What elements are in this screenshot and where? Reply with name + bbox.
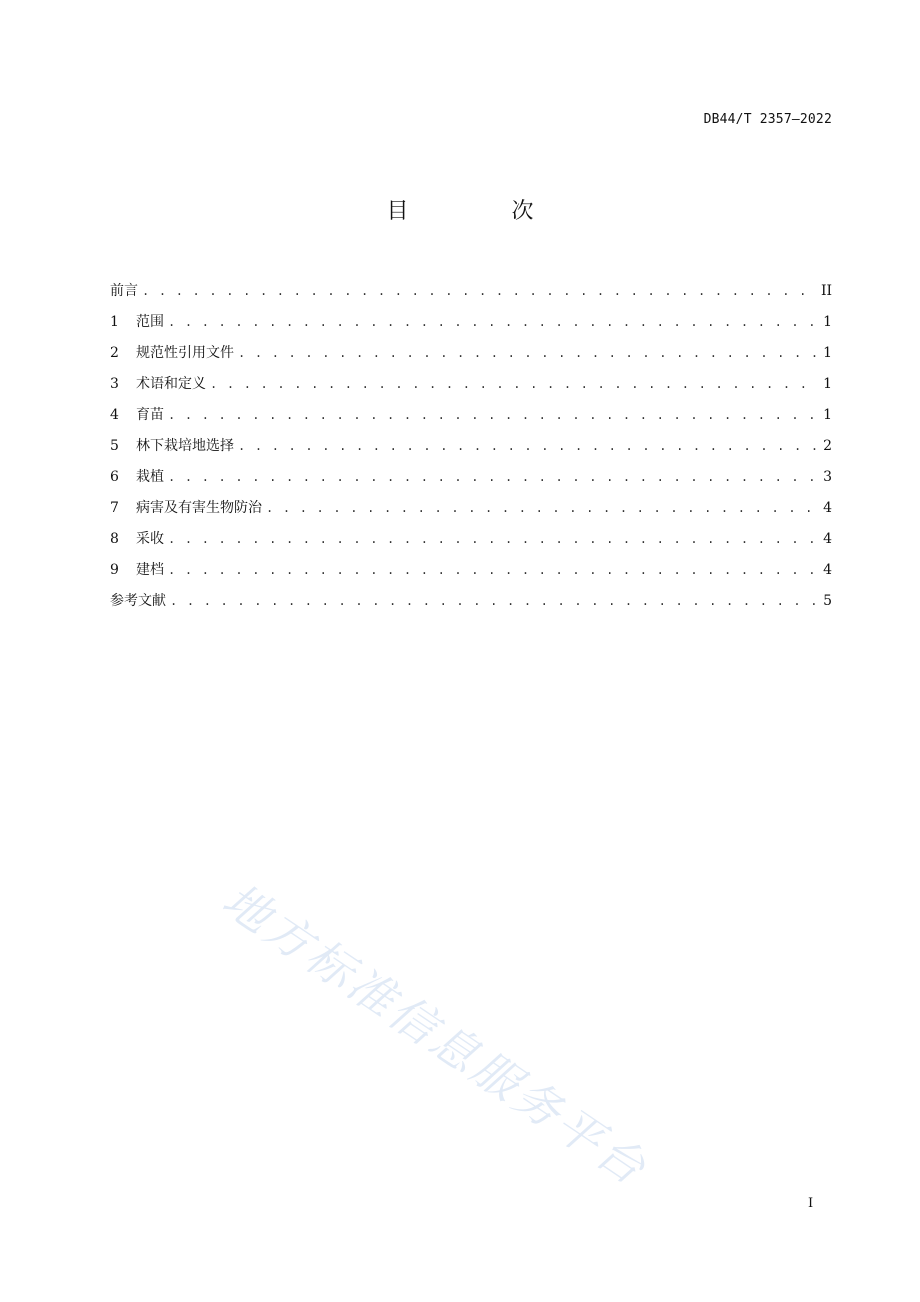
toc-entry-page: 1 — [823, 376, 832, 392]
toc-entry-page: 1 — [823, 407, 832, 423]
toc-entry-page: II — [820, 283, 832, 299]
toc-entry-normative-references[interactable] — [110, 342, 832, 373]
toc-entry-number: 3 — [110, 376, 119, 392]
toc-entry-records[interactable] — [110, 559, 832, 590]
toc-entry-page: 5 — [823, 593, 832, 609]
watermark: 地方标准信息服务平台 — [213, 872, 658, 1197]
toc-dot-leader — [238, 435, 816, 457]
toc-dot-leader — [238, 342, 816, 364]
toc-entry-planting[interactable] — [110, 466, 832, 497]
toc-entry-number: 7 — [110, 500, 119, 516]
toc-entry-label: 前言 — [110, 283, 138, 299]
toc-entry-page: 4 — [823, 500, 832, 516]
toc-list — [110, 280, 832, 621]
toc-dot-leader — [168, 311, 816, 333]
toc-entry-label: 参考文献 — [110, 593, 166, 609]
page-number: I — [808, 1196, 814, 1211]
toc-entry-page: 4 — [823, 562, 832, 578]
toc-entry-harvest[interactable] — [110, 528, 832, 559]
toc-entry-terms-definitions[interactable] — [110, 373, 832, 404]
toc-entry-label: 栽植 — [136, 469, 164, 485]
toc-entry-label: 林下栽培地选择 — [136, 438, 234, 454]
document-code: DB44/T 2357—2022 — [703, 112, 832, 127]
toc-dot-leader — [142, 280, 815, 302]
toc-entry-label: 规范性引用文件 — [136, 345, 234, 361]
toc-entry-number: 5 — [110, 438, 119, 454]
toc-entry-bibliography[interactable] — [110, 590, 832, 621]
toc-entry-label: 采收 — [136, 531, 164, 547]
toc-entry-number: 2 — [110, 345, 119, 361]
toc-dot-leader — [168, 404, 816, 426]
toc-entry-page: 1 — [823, 314, 832, 330]
toc-entry-site-selection[interactable] — [110, 435, 832, 466]
toc-entry-page: 2 — [823, 438, 832, 454]
toc-entry-label: 建档 — [136, 562, 164, 578]
toc-entry-label: 病害及有害生物防治 — [136, 500, 262, 516]
toc-entry-number: 4 — [110, 407, 119, 423]
toc-entry-pest-control[interactable] — [110, 497, 832, 528]
toc-entry-number: 6 — [110, 469, 119, 485]
toc-entry-foreword[interactable] — [110, 280, 832, 311]
toc-entry-number: 9 — [110, 562, 119, 578]
toc-entry-seedling[interactable] — [110, 404, 832, 435]
toc-entry-number: 1 — [110, 314, 119, 330]
toc-entry-number: 8 — [110, 531, 119, 547]
toc-entry-page: 1 — [823, 345, 832, 361]
toc-entry-label: 育苗 — [136, 407, 164, 423]
toc-dot-leader — [168, 528, 816, 550]
toc-dot-leader — [168, 466, 816, 488]
toc-dot-leader — [210, 373, 816, 395]
toc-dot-leader — [266, 497, 816, 519]
toc-entry-page: 3 — [823, 469, 832, 485]
toc-dot-leader — [170, 590, 816, 612]
toc-entry-label: 范围 — [136, 314, 164, 330]
toc-entry-page: 4 — [823, 531, 832, 547]
toc-entry-scope[interactable] — [110, 311, 832, 342]
toc-entry-label: 术语和定义 — [136, 376, 206, 392]
toc-dot-leader — [168, 559, 816, 581]
toc-title: 目 次 — [386, 199, 582, 224]
